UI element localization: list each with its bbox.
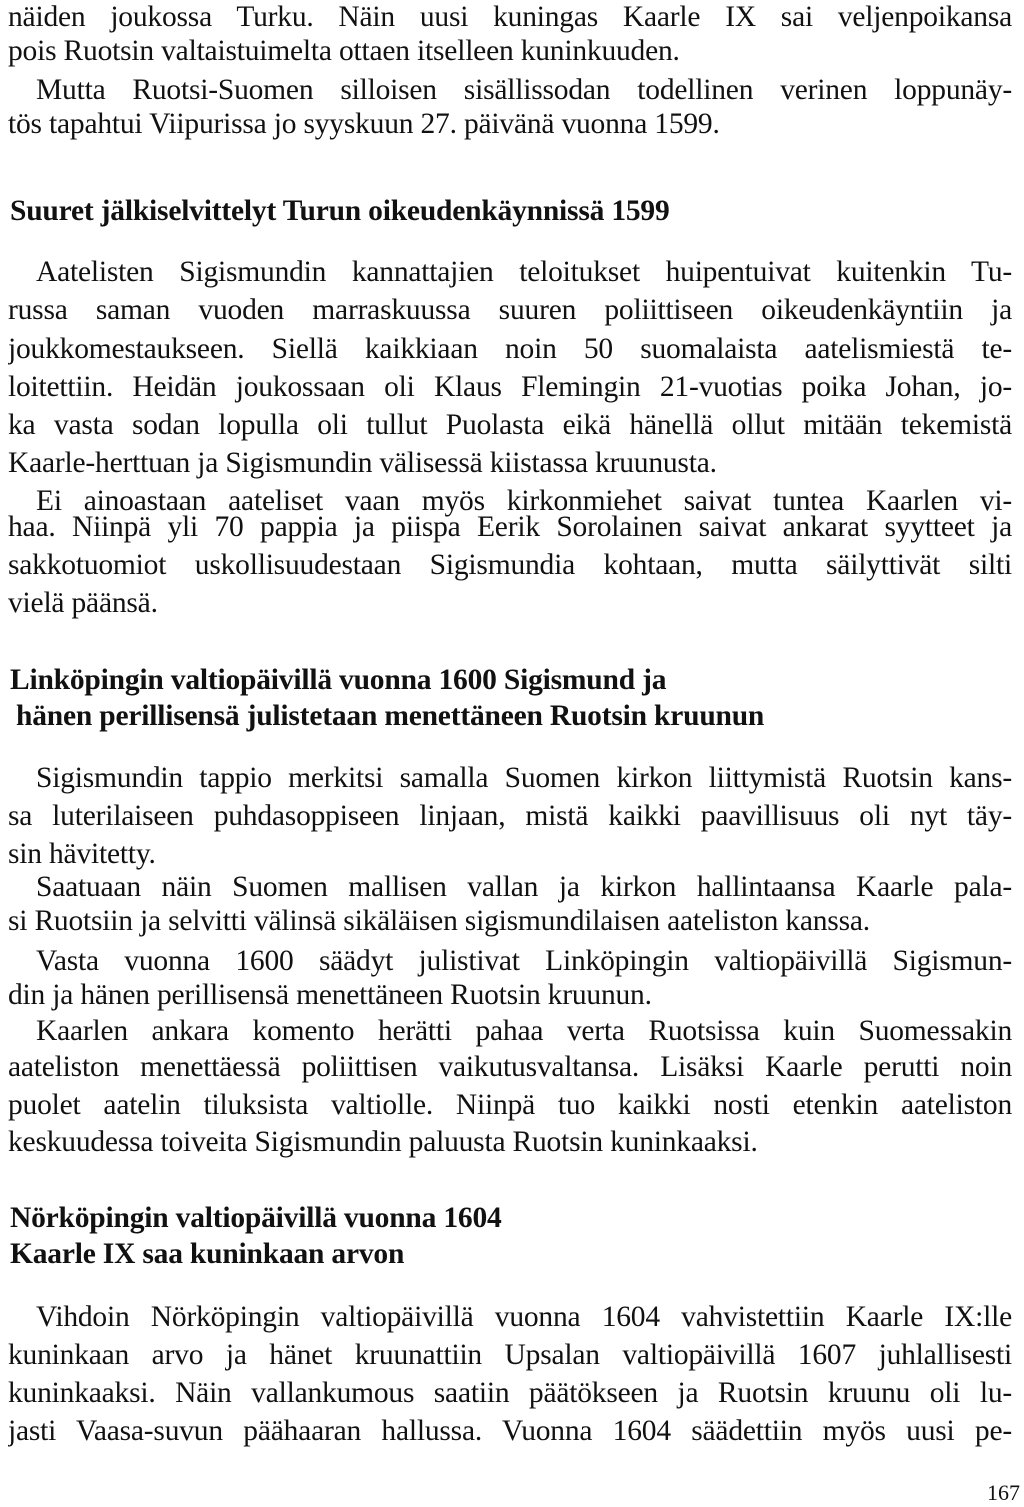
body-line: Saatuaan näin Suomen mallisen vallan ja kirkon hallintaansa Kaarle pala- (36, 871, 1012, 903)
body-line: si Ruotsiin ja selvitti välinsä sikäläisen sigismundilaisen aateliston kanssa. (8, 905, 870, 937)
body-line: keskuudessa toiveita Sigismundin paluusta Ruotsin kuninkaaksi. (8, 1126, 758, 1158)
body-line: ka vasta sodan lopulla oli tullut Puolasta eikä hänellä ollut mitään tekemistä (8, 409, 1012, 441)
section-heading: Nörköpingin valtiopäivillä vuonna 1604 (10, 1202, 502, 1234)
section-heading: hänen perillisensä julistetaan menettäneen Ruotsin kruunun (16, 700, 765, 732)
body-line: joukkomestaukseen. Siellä kaikkiaan noin 50 suomalaista aatelismiestä te- (8, 333, 1012, 365)
body-line: Mutta Ruotsi-Suomen silloisen sisällissodan todellinen verinen loppunäy- (36, 74, 1012, 106)
body-line: pois Ruotsin valtaistuimelta ottaen itselleen kuninkuuden. (8, 35, 680, 67)
body-line: din ja hänen perillisensä menettäneen Ruotsin kruunun. (8, 979, 652, 1011)
body-line: kuninkaan arvo ja hänet kruunattiin Upsalan valtiopäivillä 1607 juhlallisesti (8, 1339, 1012, 1371)
body-line: jasti Vaasa-suvun päähaaran hallussa. Vuonna 1604 säädettiin myös uusi pe- (8, 1415, 1012, 1447)
page-number: 167 (987, 1480, 1020, 1505)
body-line: Kaarle-herttuan ja Sigismundin välisessä kiistassa kruunusta. (8, 447, 717, 479)
body-line: sakkotuomiot uskollisuudestaan Sigismundia kohtaan, mutta säilyttivät silti (8, 549, 1012, 581)
section-heading: Suuret jälkiselvittelyt Turun oikeudenkäynnissä 1599 (10, 195, 670, 227)
section-heading: Kaarle IX saa kuninkaan arvon (10, 1238, 405, 1270)
body-line: Sigismundin tappio merkitsi samalla Suomen kirkon liittymistä Ruotsin kans- (36, 762, 1012, 794)
body-line: Kaarlen ankara komento herätti pahaa verta Ruotsissa kuin Suomessakin (36, 1015, 1012, 1047)
body-line: Vihdoin Nörköpingin valtiopäivillä vuonna 1604 vahvistettiin Kaarle IX:lle (36, 1301, 1012, 1333)
body-line: vielä päänsä. (8, 587, 158, 619)
body-line: Aatelisten Sigismundin kannattajien teloitukset huipentuivat kuitenkin Tu- (36, 256, 1012, 288)
body-line: sa luterilaiseen puhdasoppiseen linjaan, mistä kaikki paavillisuus oli nyt täy- (8, 800, 1012, 832)
body-line: aateliston menettäessä poliittisen vaikutusvaltansa. Lisäksi Kaarle perutti noin (8, 1051, 1012, 1083)
body-line: tös tapahtui Viipurissa jo syyskuun 27. päivänä vuonna 1599. (8, 108, 720, 140)
section-heading: Linköpingin valtiopäivillä vuonna 1600 Sigismund ja (10, 664, 667, 696)
body-line: Ei ainoastaan aateliset vaan myös kirkonmiehet saivat tuntea Kaarlen vi- (36, 485, 1012, 517)
body-line: kuninkaaksi. Näin vallankumous saatiin päätökseen ja Ruotsin kruunu oli lu- (8, 1377, 1012, 1409)
body-line: russa saman vuoden marraskuussa suuren poliittiseen oikeudenkäyntiin ja (8, 294, 1012, 326)
body-line: näiden joukossa Turku. Näin uusi kuningas Kaarle IX sai veljenpoikansa (8, 1, 1012, 33)
body-line: sin hävitetty. (8, 838, 156, 870)
body-line: loitettiin. Heidän joukossaan oli Klaus Flemingin 21-vuotias poika Johan, jo- (8, 371, 1012, 403)
body-line: puolet aatelin tiluksista valtiolle. Niinpä tuo kaikki nosti etenkin aateliston (8, 1089, 1012, 1121)
body-line: Vasta vuonna 1600 säädyt julistivat Linköpingin valtiopäivillä Sigismun- (36, 945, 1012, 977)
body-line: haa. Niinpä yli 70 pappia ja piispa Eerik Sorolainen saivat ankarat syytteet ja (8, 511, 1012, 543)
